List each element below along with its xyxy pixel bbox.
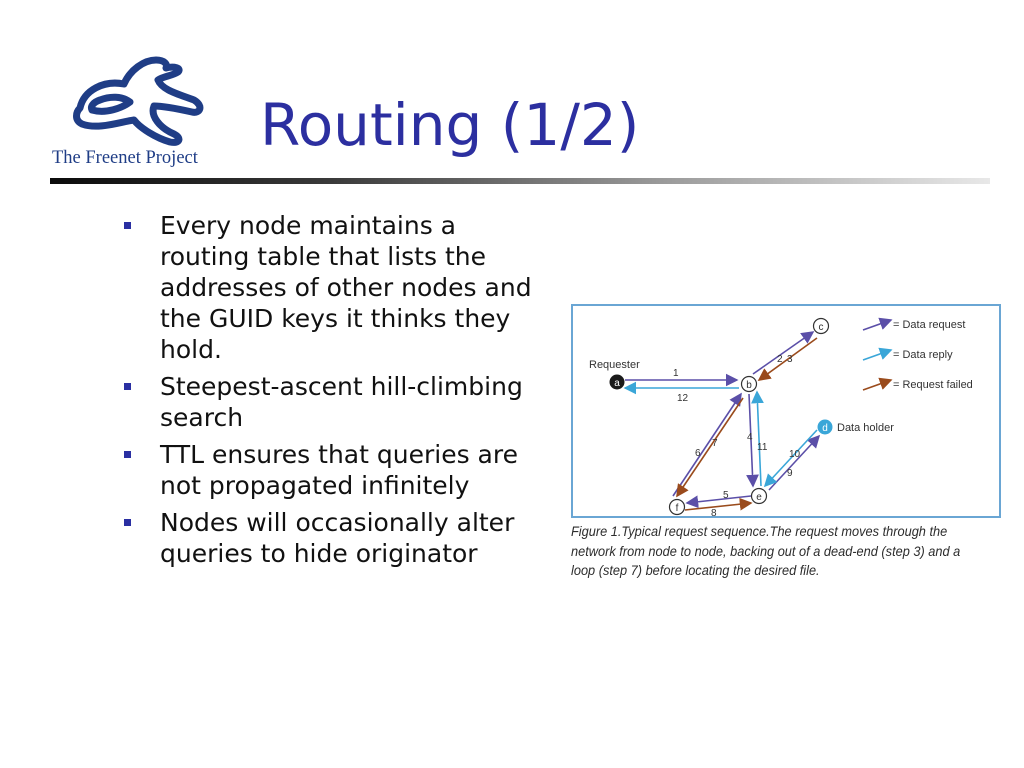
bullet-text: Nodes will occasionally alter queries to hide originator [160, 508, 515, 568]
node-label: e [756, 492, 762, 503]
bullet-list [118, 210, 543, 575]
legend-data-request [863, 319, 965, 331]
legend [863, 319, 973, 391]
bullet-square-icon [124, 519, 131, 526]
freenet-logo [48, 46, 228, 174]
step-label: 12 [677, 393, 689, 404]
requester-label: Requester [589, 359, 640, 371]
routing-diagram [573, 306, 999, 516]
rabbit-icon [70, 50, 210, 150]
node-a [610, 375, 625, 390]
bullet-square-icon [124, 383, 131, 390]
bullet-item [118, 439, 543, 501]
edge-7-failed [677, 398, 743, 496]
bullet-square-icon [124, 451, 131, 458]
node-label: d [822, 423, 828, 434]
edge-5-request [687, 496, 751, 503]
node-label: c [818, 322, 824, 333]
node-label: b [746, 380, 752, 391]
step-label: 6 [695, 448, 701, 459]
node-f [670, 500, 685, 515]
logo-text: The Freenet Project [52, 148, 198, 168]
figure-caption: Figure 1.Typical request sequence.The request moves through the network from node to node, backing out of a dead-end (step 3) and a loop (step 7) before locating the desired file. [571, 524, 961, 578]
bullet-item [118, 507, 543, 569]
bullet-item [118, 371, 543, 433]
step-label: 9 [787, 468, 793, 479]
bullet-text: Steepest-ascent hill-climbing search [160, 372, 523, 432]
edge-8-failed [685, 503, 751, 510]
node-d [818, 420, 833, 435]
title-divider [50, 178, 990, 184]
step-label: 2 [777, 354, 783, 365]
step-label: 5 [723, 490, 729, 501]
routing-figure [571, 304, 1001, 518]
step-label: 4 [747, 432, 753, 443]
node-b [742, 377, 757, 392]
edge-6-request [673, 394, 741, 496]
edge-11-reply [757, 392, 761, 486]
step-label: 3 [787, 354, 793, 365]
slide-title: Routing (1/2) [260, 91, 640, 159]
legend-request-failed [863, 379, 973, 391]
legend-data-reply [863, 349, 953, 361]
node-e [752, 489, 767, 504]
legend-label: = Data request [893, 319, 966, 331]
node-label: f [675, 503, 679, 514]
bullet-square-icon [124, 222, 131, 229]
step-label: 7 [712, 438, 718, 449]
edge-2-request [753, 332, 813, 374]
step-label: 1 [673, 368, 679, 379]
node-c [814, 319, 829, 334]
node-label: a [614, 378, 620, 389]
bullet-item [118, 210, 543, 365]
bullet-text: Every node maintains a routing table that lists the addresses of other nodes and the GUID keys it thinks they hold. [160, 211, 532, 364]
edge-9-request [769, 436, 819, 490]
data-holder-label: Data holder [837, 422, 894, 434]
step-label: 8 [711, 508, 717, 516]
legend-label: = Data reply [893, 349, 953, 361]
step-label: 10 [789, 449, 801, 460]
step-label: 11 [757, 442, 768, 453]
bullet-text: TTL ensures that queries are not propagated infinitely [160, 440, 518, 500]
legend-label: = Request failed [893, 379, 973, 391]
